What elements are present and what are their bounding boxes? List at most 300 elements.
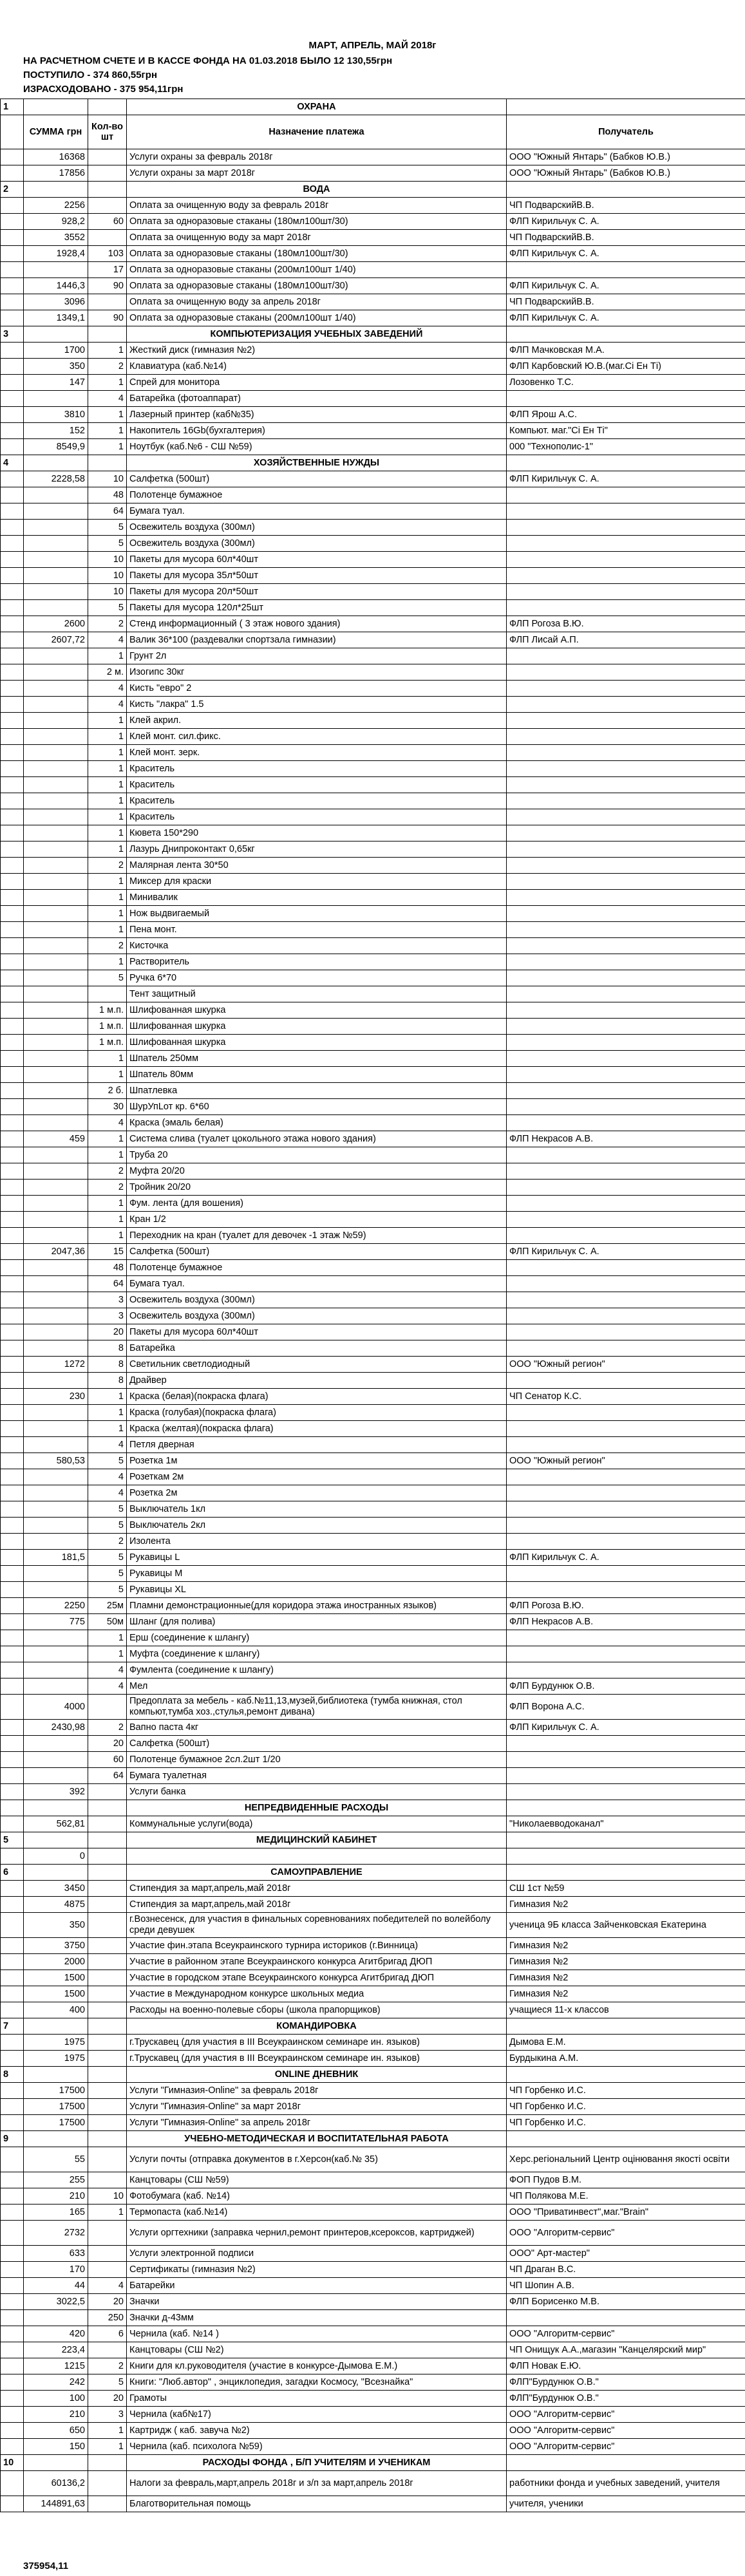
quantity-cell: 8 (88, 1373, 127, 1389)
amount-cell: 17856 (24, 165, 88, 182)
amount-cell (24, 1678, 88, 1695)
amount-cell (24, 922, 88, 938)
recipient-cell (507, 1848, 745, 1865)
table-row (1, 1954, 745, 1970)
section-number (1, 2205, 24, 2221)
recipient-cell: ЧП Онищук А.А.,магазин "Канцелярский мир" (507, 2342, 745, 2358)
purpose-cell: САМОУПРАВЛЕНИЕ (127, 1865, 507, 1881)
amount-cell (24, 584, 88, 600)
table-row (1, 2246, 745, 2262)
section-number (1, 439, 24, 455)
quantity-cell (88, 1986, 127, 2002)
section-number (1, 841, 24, 858)
amount-cell: 350 (24, 1913, 88, 1938)
table-row (1, 439, 745, 455)
report-title: МАРТ, АПРЕЛЬ, МАЙ 2018г (308, 40, 437, 51)
quantity-cell: 250 (88, 2310, 127, 2326)
recipient-cell: ФЛП Новак Е.Ю. (507, 2358, 745, 2374)
quantity-cell: 1 (88, 809, 127, 825)
section-number (1, 1180, 24, 1196)
recipient-cell: Дымова Е.М. (507, 2035, 745, 2051)
purpose-cell: Шланг (для полива) (127, 1614, 507, 1630)
amount-cell (24, 2018, 88, 2035)
purpose-cell: Оплата за одноразовые стаканы (180мл100шт/30) (127, 278, 507, 294)
quantity-cell: 48 (88, 487, 127, 503)
table-row (1, 552, 745, 568)
quantity-cell: 5 (88, 1550, 127, 1566)
recipient-cell (507, 922, 745, 938)
purpose-cell: Тройник 20/20 (127, 1180, 507, 1196)
section-number (1, 1002, 24, 1019)
recipient-cell (507, 1019, 745, 1035)
purpose-cell: Муфта (соединение к шлангу) (127, 1646, 507, 1662)
amount-cell (24, 1147, 88, 1163)
purpose-cell: Оплата за одноразовые стаканы (200мл100шт 1/40) (127, 262, 507, 278)
recipient-cell (507, 1035, 745, 1051)
section-number (1, 681, 24, 697)
section-number (1, 1340, 24, 1357)
table-row (1, 890, 745, 906)
section-number (1, 1986, 24, 2002)
quantity-cell: 1 м.п. (88, 1002, 127, 1019)
table-row (1, 1736, 745, 1752)
purpose-cell: Кювета 150*290 (127, 825, 507, 841)
quantity-cell: 2 (88, 938, 127, 954)
section-number (1, 2221, 24, 2246)
section-number (1, 487, 24, 503)
quantity-cell: 2 (88, 359, 127, 375)
quantity-cell: 1 (88, 825, 127, 841)
purpose-cell: Шлифованная шкурка (127, 1019, 507, 1035)
purpose-cell: Розетка 1м (127, 1453, 507, 1469)
purpose-cell: Переходник на кран (туалет для девочек -1 этаж №59) (127, 1228, 507, 1244)
purpose-cell: Оплата за одноразовые стаканы (180мл100шт/30) (127, 214, 507, 230)
quantity-cell (88, 2018, 127, 2035)
recipient-cell (507, 648, 745, 664)
amount-cell (24, 1518, 88, 1534)
amount-cell (24, 1662, 88, 1678)
table-row (1, 809, 745, 825)
table-row (1, 681, 745, 697)
quantity-cell: 1 (88, 745, 127, 761)
purpose-cell: Освежитель воздуха (300мл) (127, 1308, 507, 1324)
recipient-cell (507, 1501, 745, 1518)
section-number (1, 1035, 24, 1051)
table-row (1, 375, 745, 391)
table-row (1, 841, 745, 858)
section-number (1, 1147, 24, 1163)
amount-cell: 230 (24, 1389, 88, 1405)
table-row (1, 1646, 745, 1662)
recipient-cell: ФЛП Бурдунюк О.В. (507, 1678, 745, 1695)
section-number (1, 2358, 24, 2374)
recipient-cell (507, 1582, 745, 1598)
table-row (1, 1389, 745, 1405)
recipient-cell: ООО "Алгоритм-сервис" (507, 2221, 745, 2246)
amount-cell: 2732 (24, 2221, 88, 2246)
section-number: 8 (1, 2067, 24, 2083)
section-number (1, 1752, 24, 1768)
section-number (1, 391, 24, 407)
section-number (1, 1662, 24, 1678)
recipient-cell (507, 874, 745, 890)
recipient-cell: Гимназия №2 (507, 1954, 745, 1970)
amount-cell: 144891,63 (24, 2496, 88, 2512)
purpose-cell: Розеткам 2м (127, 1469, 507, 1485)
recipient-cell (507, 1212, 745, 1228)
purpose-cell: Оплата за одноразовые стаканы (180мл100шт/30) (127, 246, 507, 262)
section-number (1, 1938, 24, 1954)
table-row (1, 246, 745, 262)
table-row (1, 761, 745, 777)
quantity-cell (88, 2262, 127, 2278)
recipient-cell: ФЛП Кирильчук С. А. (507, 1720, 745, 1736)
section-number (1, 874, 24, 890)
quantity-cell (88, 2147, 127, 2172)
section-number (1, 1373, 24, 1389)
table-row (1, 2294, 745, 2310)
section-number (1, 503, 24, 520)
table-row (1, 149, 745, 165)
table-row (1, 1244, 745, 1260)
section-header-row (1, 2067, 745, 2083)
quantity-cell: 1 (88, 1228, 127, 1244)
recipient-cell: ФЛП Некрасов А.В. (507, 1131, 745, 1147)
amount-cell (24, 1292, 88, 1308)
purpose-cell: Батарейка (127, 1340, 507, 1357)
amount-cell (24, 2067, 88, 2083)
purpose-cell: ШурУпLот кр. 6*60 (127, 1099, 507, 1115)
purpose-cell: Оплата за очищенную воду за апрель 2018г (127, 294, 507, 310)
quantity-cell: 4 (88, 1469, 127, 1485)
purpose-cell: Салфетка (500шт) (127, 1736, 507, 1752)
section-number (1, 697, 24, 713)
table-row (1, 1720, 745, 1736)
purpose-cell: ХОЗЯЙСТВЕННЫЕ НУЖДЫ (127, 455, 507, 471)
quantity-cell: 20 (88, 1324, 127, 1340)
section-number (1, 262, 24, 278)
section-number (1, 2423, 24, 2439)
section-number (1, 1163, 24, 1180)
quantity-cell (88, 1800, 127, 1816)
recipient-cell (507, 503, 745, 520)
table-row (1, 487, 745, 503)
recipient-cell (507, 970, 745, 986)
quantity-cell: 1 (88, 2439, 127, 2455)
table-row (1, 1019, 745, 1035)
recipient-cell (507, 1228, 745, 1244)
purpose-cell: Краситель (127, 809, 507, 825)
purpose-cell: Мел (127, 1678, 507, 1695)
quantity-cell (88, 1848, 127, 1865)
recipient-cell: ООО "Южный Янтарь" (Бабков Ю.В.) (507, 149, 745, 165)
table-row (1, 1115, 745, 1131)
recipient-cell (507, 600, 745, 616)
recipient-cell (507, 938, 745, 954)
quantity-cell (88, 2131, 127, 2147)
purpose-cell: ВОДА (127, 182, 507, 198)
purpose-cell: Клавиатура (каб.№14) (127, 359, 507, 375)
purpose-cell: Чернила (каб. психолога №59) (127, 2439, 507, 2455)
recipient-cell (507, 536, 745, 552)
amount-cell: 400 (24, 2002, 88, 2018)
amount-cell (24, 1800, 88, 1816)
quantity-cell: 1 (88, 1131, 127, 1147)
purpose-cell: Изогипс 30кг (127, 664, 507, 681)
amount-cell: 1700 (24, 343, 88, 359)
amount-cell (24, 890, 88, 906)
section-number (1, 1244, 24, 1260)
section-number (1, 1954, 24, 1970)
section-number (1, 616, 24, 632)
section-number (1, 1913, 24, 1938)
recipient-cell (507, 1260, 745, 1276)
recipient-cell (507, 1752, 745, 1768)
purpose-cell: Шпатель 80мм (127, 1067, 507, 1083)
purpose-cell: Салфетка (500шт) (127, 471, 507, 487)
recipient-cell (507, 729, 745, 745)
table-row (1, 503, 745, 520)
section-number (1, 1881, 24, 1897)
purpose-cell: Канцтовары (СШ №2) (127, 2342, 507, 2358)
section-number (1, 568, 24, 584)
amount-cell: 3552 (24, 230, 88, 246)
amount-cell: 1975 (24, 2051, 88, 2067)
section-header-row (1, 1865, 745, 1881)
purpose-cell: Лазерный принтер (каб№35) (127, 407, 507, 423)
received-total: ПОСТУПИЛО - 374 860,55грн (23, 70, 158, 80)
amount-cell: 255 (24, 2172, 88, 2188)
amount-cell (24, 2310, 88, 2326)
recipient-cell (507, 1784, 745, 1800)
section-number (1, 246, 24, 262)
section-header-row (1, 455, 745, 471)
section-number (1, 359, 24, 375)
amount-cell: 17500 (24, 2099, 88, 2115)
table-row (1, 2407, 745, 2423)
quantity-cell (88, 149, 127, 165)
recipient-cell: ФЛП Мачковская М.А. (507, 343, 745, 359)
quantity-cell: 20 (88, 1736, 127, 1752)
recipient-cell: ЧП ПодварскийВ.В. (507, 230, 745, 246)
purpose-cell: Бумага туал. (127, 503, 507, 520)
table-row (1, 1662, 745, 1678)
amount-cell: СУММА грн (24, 115, 88, 149)
quantity-cell: 4 (88, 1437, 127, 1453)
table-row (1, 1196, 745, 1212)
amount-cell (24, 2131, 88, 2147)
recipient-cell (507, 1800, 745, 1816)
section-number (1, 729, 24, 745)
recipient-cell: Гимназия №2 (507, 1970, 745, 1986)
section-number: 10 (1, 2455, 24, 2471)
purpose-cell: Розетка 2м (127, 1485, 507, 1501)
recipient-cell: работники фонда и учебных заведений, учителя (507, 2471, 745, 2496)
amount-cell (24, 1501, 88, 1518)
table-row (1, 1678, 745, 1695)
table-row (1, 2262, 745, 2278)
purpose-cell: Пакеты для мусора 20л*50шт (127, 584, 507, 600)
purpose-cell: Услуги охраны за февраль 2018г (127, 149, 507, 165)
table-row (1, 1373, 745, 1389)
recipient-cell (507, 1067, 745, 1083)
recipient-cell (507, 1832, 745, 1848)
quantity-cell: 8 (88, 1357, 127, 1373)
purpose-cell: Изолента (127, 1534, 507, 1550)
recipient-cell (507, 713, 745, 729)
recipient-cell (507, 1083, 745, 1099)
quantity-cell (88, 2083, 127, 2099)
amount-cell (24, 1035, 88, 1051)
recipient-cell (507, 1051, 745, 1067)
table-row (1, 745, 745, 761)
table-row (1, 697, 745, 713)
recipient-cell: Компьют. маг."Сі Ен Ті" (507, 423, 745, 439)
amount-cell: 350 (24, 359, 88, 375)
quantity-cell (88, 294, 127, 310)
recipient-cell: ФЛП Ярош А.С. (507, 407, 745, 423)
section-number (1, 2439, 24, 2455)
section-number: 2 (1, 182, 24, 198)
quantity-cell (88, 2002, 127, 2018)
section-number (1, 1212, 24, 1228)
amount-cell (24, 697, 88, 713)
purpose-cell: Услуги электронной подписи (127, 2246, 507, 2262)
purpose-cell: Предоплата за мебель - каб.№11,13,музей,библиотека (тумба книжная, стол компьют,тумба хоз.,стулья,ремонт дивана) (127, 1695, 507, 1720)
purpose-cell: Участие в районном этапе Всеукраинского конкурса Агитбригад ДЮП (127, 1954, 507, 1970)
amount-cell: 150 (24, 2439, 88, 2455)
purpose-cell: Вапно паста 4кг (127, 1720, 507, 1736)
purpose-cell: Клей акрил. (127, 713, 507, 729)
amount-cell (24, 552, 88, 568)
purpose-cell: УЧЕБНО-МЕТОДИЧЕСКАЯ И ВОСПИТАТЕЛЬНАЯ РАБОТА (127, 2131, 507, 2147)
section-number (1, 520, 24, 536)
table-row (1, 1051, 745, 1067)
quantity-cell: Кол-во шт (88, 115, 127, 149)
purpose-cell: Услуги охраны за март 2018г (127, 165, 507, 182)
section-number (1, 149, 24, 165)
recipient-cell (507, 1630, 745, 1646)
amount-cell (24, 1019, 88, 1035)
recipient-cell (507, 391, 745, 407)
quantity-cell: 48 (88, 1260, 127, 1276)
quantity-cell: 1 (88, 439, 127, 455)
table-row (1, 2374, 745, 2391)
amount-cell (24, 99, 88, 115)
table-row (1, 278, 745, 294)
recipient-cell: Получатель (507, 115, 745, 149)
section-number (1, 1260, 24, 1276)
section-number (1, 471, 24, 487)
quantity-cell (88, 198, 127, 214)
quantity-cell: 5 (88, 1518, 127, 1534)
table-row (1, 858, 745, 874)
amount-cell (24, 1373, 88, 1389)
recipient-cell (507, 2310, 745, 2326)
amount-cell (24, 1340, 88, 1357)
section-number (1, 906, 24, 922)
quantity-cell: 1 м.п. (88, 1019, 127, 1035)
purpose-cell: Ерш (соединение к шлангу) (127, 1630, 507, 1646)
table-row (1, 1067, 745, 1083)
amount-cell: 2228,58 (24, 471, 88, 487)
purpose-cell: Краска (эмаль белая) (127, 1115, 507, 1131)
purpose-cell: Услуги оргтехники (заправка чернил,ремонт принтеров,ксероксов, картриджей) (127, 2221, 507, 2246)
recipient-cell: ФЛП Кирильчук С. А. (507, 1244, 745, 1260)
quantity-cell: 1 (88, 906, 127, 922)
section-header-row (1, 2131, 745, 2147)
recipient-cell: Гимназия №2 (507, 1986, 745, 2002)
amount-cell (24, 841, 88, 858)
amount-cell (24, 1566, 88, 1582)
purpose-cell: Налоги за февраль,март,апрель 2018г и з/п за март,апрель 2018г (127, 2471, 507, 2496)
section-number (1, 713, 24, 729)
recipient-cell: ЧП Сенатор К.С. (507, 1389, 745, 1405)
grand-total: 375954,11 (23, 2561, 69, 2571)
purpose-cell: Муфта 20/20 (127, 1163, 507, 1180)
purpose-cell: Краситель (127, 793, 507, 809)
recipient-cell (507, 1485, 745, 1501)
section-number (1, 648, 24, 664)
quantity-cell (88, 1938, 127, 1954)
quantity-cell: 1 (88, 1147, 127, 1163)
purpose-cell: Краска (голубая)(покраска флага) (127, 1405, 507, 1421)
amount-cell (24, 664, 88, 681)
section-number: 1 (1, 99, 24, 115)
amount-cell: 147 (24, 375, 88, 391)
section-number (1, 214, 24, 230)
recipient-cell: ФЛП Кирильчук С. А. (507, 246, 745, 262)
table-row (1, 1550, 745, 1566)
table-row (1, 2358, 745, 2374)
quantity-cell: 10 (88, 471, 127, 487)
purpose-cell: ОХРАНА (127, 99, 507, 115)
table-row (1, 1035, 745, 1051)
recipient-cell (507, 777, 745, 793)
recipient-cell (507, 890, 745, 906)
recipient-cell (507, 761, 745, 777)
amount-cell: 4000 (24, 1695, 88, 1720)
table-row (1, 2188, 745, 2205)
quantity-cell: 2 (88, 858, 127, 874)
purpose-cell: Кисть "лакра" 1.5 (127, 697, 507, 713)
purpose-cell: г.Вознесенск, для участия в финальных соревнованиях победителей по волейболу среди девушек (127, 1913, 507, 1938)
amount-cell: 152 (24, 423, 88, 439)
table-row (1, 600, 745, 616)
section-number (1, 1019, 24, 1035)
section-number (1, 2326, 24, 2342)
purpose-cell: Малярная лента 30*50 (127, 858, 507, 874)
section-number (1, 2407, 24, 2423)
purpose-cell: Выключатель 2кл (127, 1518, 507, 1534)
section-number (1, 745, 24, 761)
purpose-cell: Система слива (туалет цокольного этажа нового здания) (127, 1131, 507, 1147)
purpose-cell: Пакеты для мусора 60л*40шт (127, 552, 507, 568)
quantity-cell: 5 (88, 520, 127, 536)
section-number (1, 310, 24, 326)
quantity-cell: 2 (88, 616, 127, 632)
table-row (1, 2221, 745, 2246)
purpose-cell: Полотенце бумажное (127, 1260, 507, 1276)
section-header-row (1, 2455, 745, 2471)
table-row (1, 1163, 745, 1180)
quantity-cell (88, 455, 127, 471)
quantity-cell: 1 (88, 1389, 127, 1405)
recipient-cell (507, 825, 745, 841)
purpose-cell: Грунт 2л (127, 648, 507, 664)
amount-cell: 2430,98 (24, 1720, 88, 1736)
table-row (1, 616, 745, 632)
